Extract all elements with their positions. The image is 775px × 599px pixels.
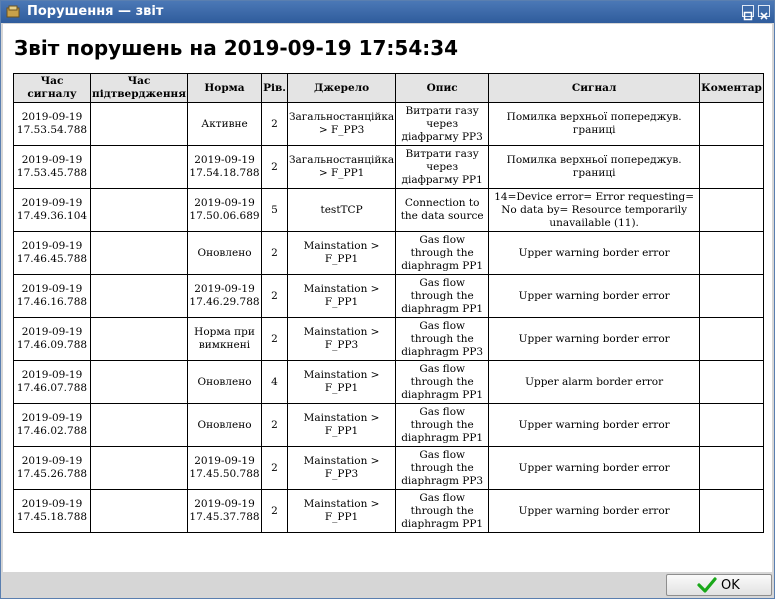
signal-cell: Помилка верхньої попереджув. границі <box>489 146 700 189</box>
dialog-footer <box>3 572 772 598</box>
ok-label: OK <box>721 578 740 593</box>
level-cell: 2 <box>262 447 288 490</box>
table-row <box>14 404 764 447</box>
table-row <box>14 361 764 404</box>
norm-cell: 2019-09-19 17.46.29.788 <box>188 275 262 318</box>
table-row <box>14 232 764 275</box>
source-cell: Mainstation > F_PP1 <box>288 490 396 533</box>
ack-time-cell <box>91 103 188 146</box>
source-cell: Загальностанційка > F_PP1 <box>288 146 396 189</box>
signal-cell: Upper warning border error <box>489 447 700 490</box>
comment-cell <box>700 146 764 189</box>
column-header: Норма <box>188 74 262 103</box>
level-cell: 2 <box>262 318 288 361</box>
column-header: Коментар <box>700 74 764 103</box>
description-cell: Gas flow through the diaphragm PP1 <box>396 361 489 404</box>
source-cell: Mainstation > F_PP3 <box>288 447 396 490</box>
ok-button[interactable] <box>666 574 772 596</box>
norm-cell: Оновлено <box>188 404 262 447</box>
signal-cell: Помилка верхньої попереджув. границі <box>489 103 700 146</box>
source-cell: Mainstation > F_PP1 <box>288 275 396 318</box>
table-row <box>14 146 764 189</box>
signal-time-cell: 2019-09-19 17.49.36.104 <box>14 189 91 232</box>
norm-cell: Активне <box>188 103 262 146</box>
comment-cell <box>700 361 764 404</box>
checkmark-icon <box>697 577 717 593</box>
signal-time-cell: 2019-09-19 17.45.26.788 <box>14 447 91 490</box>
signal-time-cell: 2019-09-19 17.46.16.788 <box>14 275 91 318</box>
norm-cell: Норма при вимкнені <box>188 318 262 361</box>
source-cell: testTCP <box>288 189 396 232</box>
norm-cell: 2019-09-19 17.45.37.788 <box>188 490 262 533</box>
source-cell: Mainstation > F_PP1 <box>288 361 396 404</box>
table-row <box>14 275 764 318</box>
ack-time-cell <box>91 189 188 232</box>
description-cell: Gas flow through the diaphragm PP1 <box>396 490 489 533</box>
ack-time-cell <box>91 232 188 275</box>
signal-cell: 14=Device error= Error requesting= No data by= Resource temporarily unavailable (11). <box>489 189 700 232</box>
comment-cell <box>700 318 764 361</box>
comment-cell <box>700 232 764 275</box>
signal-cell: Upper warning border error <box>489 275 700 318</box>
norm-cell: 2019-09-19 17.54.18.788 <box>188 146 262 189</box>
ack-time-cell <box>91 318 188 361</box>
level-cell: 5 <box>262 189 288 232</box>
comment-cell <box>700 404 764 447</box>
column-header: Час підтвердження <box>91 74 188 103</box>
window-title: Порушення — звіт <box>27 4 164 19</box>
level-cell: 2 <box>262 146 288 189</box>
description-cell: Connection to the data source <box>396 189 489 232</box>
description-cell: Gas flow through the diaphragm PP3 <box>396 318 489 361</box>
table-row <box>14 103 764 146</box>
column-header: Час сигналу <box>14 74 91 103</box>
column-header: Джерело <box>288 74 396 103</box>
signal-cell: Upper warning border error <box>489 404 700 447</box>
level-cell: 2 <box>262 103 288 146</box>
comment-cell <box>700 447 764 490</box>
description-cell: Витрати газу через діафрагму PP1 <box>396 146 489 189</box>
norm-cell: 2019-09-19 17.45.50.788 <box>188 447 262 490</box>
report-content <box>3 24 772 572</box>
description-cell: Gas flow through the diaphragm PP1 <box>396 275 489 318</box>
comment-cell <box>700 275 764 318</box>
signal-time-cell: 2019-09-19 17.46.09.788 <box>14 318 91 361</box>
maximize-icon[interactable] <box>742 5 754 17</box>
violations-table <box>13 73 764 533</box>
table-row <box>14 318 764 361</box>
app-icon <box>6 5 20 19</box>
signal-time-cell: 2019-09-19 17.46.02.788 <box>14 404 91 447</box>
comment-cell <box>700 189 764 232</box>
signal-time-cell: 2019-09-19 17.53.45.788 <box>14 146 91 189</box>
table-row <box>14 189 764 232</box>
title-bar[interactable] <box>1 1 774 23</box>
ack-time-cell <box>91 490 188 533</box>
norm-cell: 2019-09-19 17.50.06.689 <box>188 189 262 232</box>
description-cell: Gas flow through the diaphragm PP1 <box>396 232 489 275</box>
level-cell: 2 <box>262 490 288 533</box>
signal-time-cell: 2019-09-19 17.45.18.788 <box>14 490 91 533</box>
signal-cell: Upper alarm border error <box>489 361 700 404</box>
description-cell: Витрати газу через діафрагму PP3 <box>396 103 489 146</box>
signal-time-cell: 2019-09-19 17.46.07.788 <box>14 361 91 404</box>
level-cell: 2 <box>262 275 288 318</box>
column-header: Сигнал <box>489 74 700 103</box>
source-cell: Mainstation > F_PP1 <box>288 232 396 275</box>
ack-time-cell <box>91 146 188 189</box>
ack-time-cell <box>91 447 188 490</box>
column-header: Опис <box>396 74 489 103</box>
description-cell: Gas flow through the diaphragm PP1 <box>396 404 489 447</box>
norm-cell: Оновлено <box>188 232 262 275</box>
signal-time-cell: 2019-09-19 17.53.54.788 <box>14 103 91 146</box>
ack-time-cell <box>91 361 188 404</box>
page-title: Звіт порушень на 2019-09-19 17:54:34 <box>14 36 459 60</box>
signal-cell: Upper warning border error <box>489 318 700 361</box>
level-cell: 4 <box>262 361 288 404</box>
comment-cell <box>700 490 764 533</box>
description-cell: Gas flow through the diaphragm PP3 <box>396 447 489 490</box>
table-row <box>14 490 764 533</box>
level-cell: 2 <box>262 232 288 275</box>
ack-time-cell <box>91 275 188 318</box>
source-cell: Mainstation > F_PP3 <box>288 318 396 361</box>
close-icon[interactable] <box>758 5 770 17</box>
level-cell: 2 <box>262 404 288 447</box>
signal-cell: Upper warning border error <box>489 232 700 275</box>
table-header-row <box>14 74 764 103</box>
signal-cell: Upper warning border error <box>489 490 700 533</box>
comment-cell <box>700 103 764 146</box>
signal-time-cell: 2019-09-19 17.46.45.788 <box>14 232 91 275</box>
ack-time-cell <box>91 404 188 447</box>
column-header: Рів. <box>262 74 288 103</box>
source-cell: Mainstation > F_PP1 <box>288 404 396 447</box>
source-cell: Загальностанційка > F_PP3 <box>288 103 396 146</box>
norm-cell: Оновлено <box>188 361 262 404</box>
table-row <box>14 447 764 490</box>
